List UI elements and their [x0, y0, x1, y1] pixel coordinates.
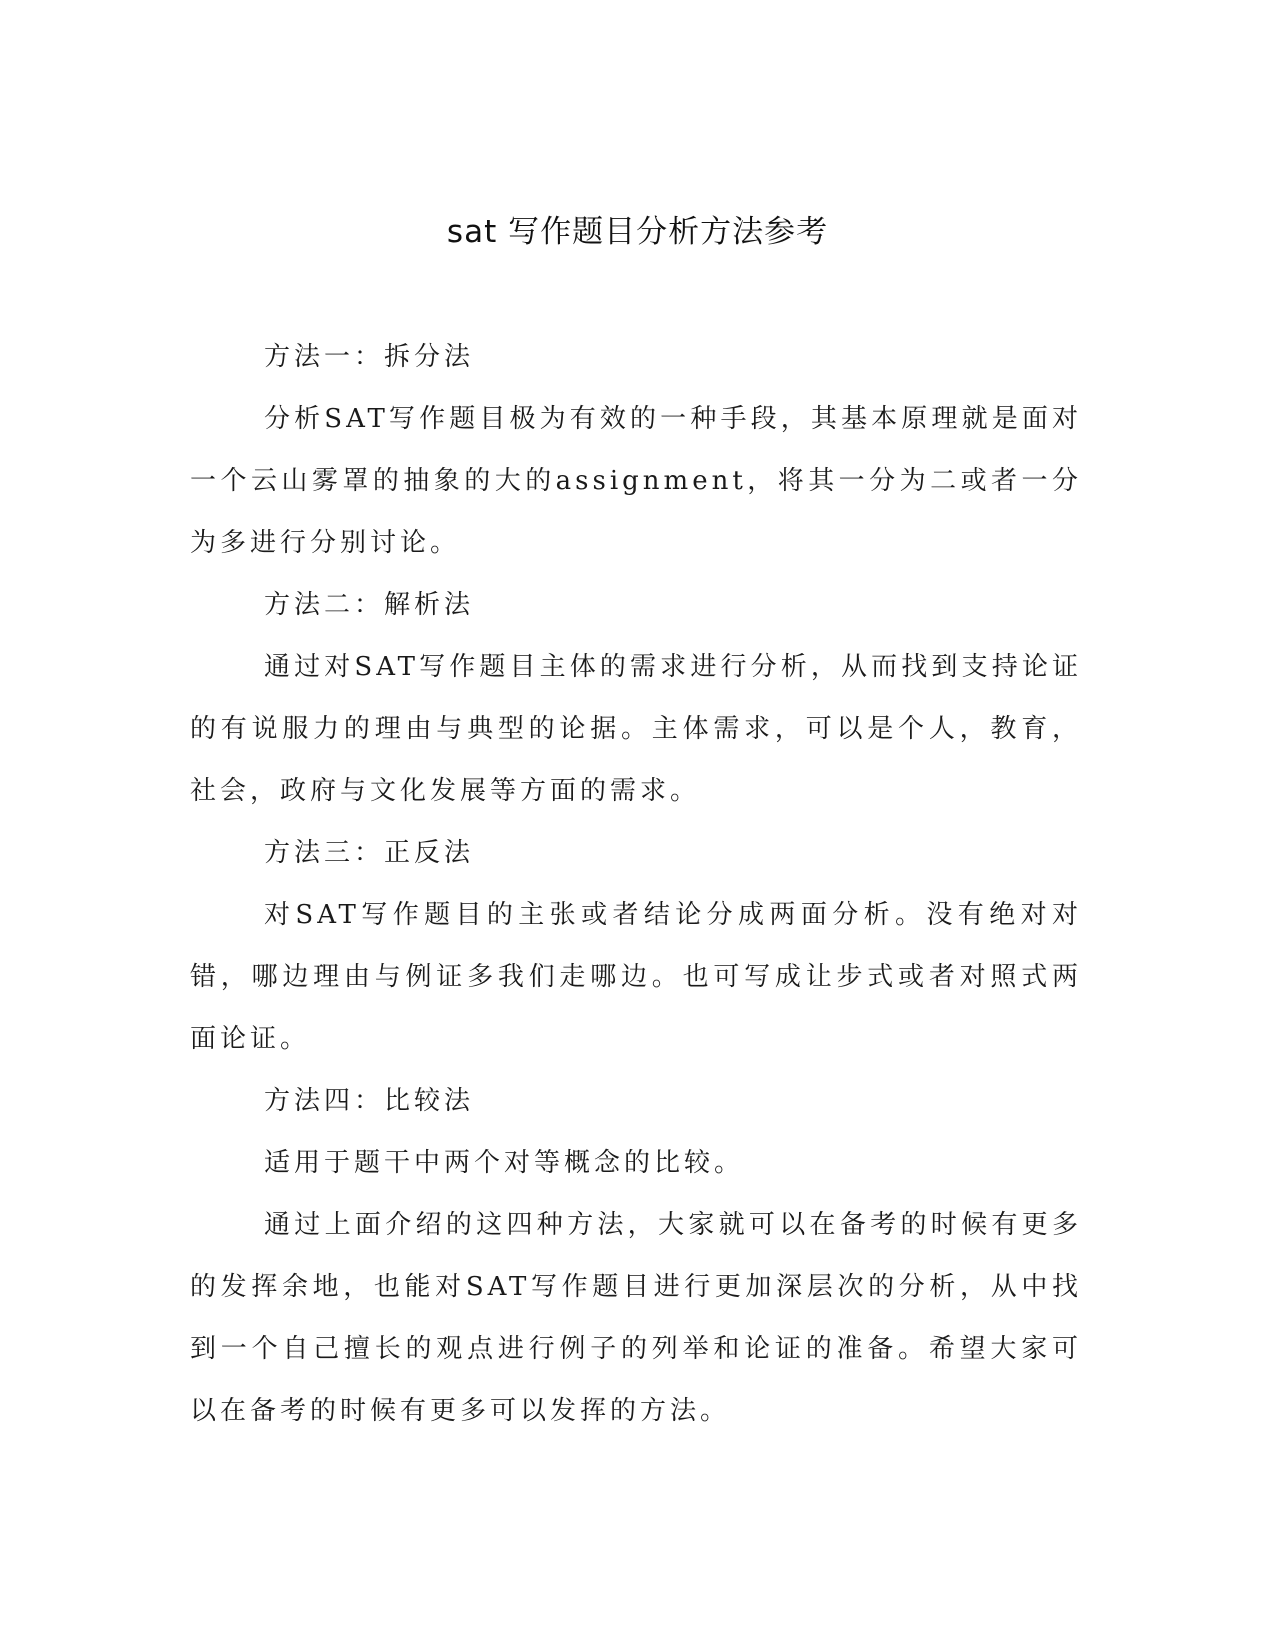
section-text-method-2: 通过对SAT写作题目主体的需求进行分析，从而找到支持论证的有说服力的理由与典型的论据。主体需求，可以是个人，教育，社会，政府与文化发展等方面的需求。 [190, 652, 1082, 806]
page-title: sat 写作题目分析方法参考 [446, 214, 829, 250]
section-text-method-1: 分析SAT写作题目极为有效的一种手段，其基本原理就是面对一个云山雾罩的抽象的大的assignment，将其一分为二或者一分为多进行分别讨论。 [190, 404, 1082, 558]
section-heading-method-2: 方法二：解析法 [264, 590, 475, 620]
section-heading-method-4: 方法四：比较法 [264, 1086, 475, 1116]
section-heading-method-1: 方法一：拆分法 [264, 342, 475, 372]
section-heading-method-3: 方法三：正反法 [264, 838, 475, 868]
section-text-method-4: 适用于题干中两个对等概念的比较。 [264, 1148, 745, 1178]
document-body [190, 326, 1082, 1442]
section-text-method-3: 对SAT写作题目的主张或者结论分成两面分析。没有绝对对错，哪边理由与例证多我们走哪边。也可写成让步式或者对照式两面论证。 [190, 900, 1082, 1054]
conclusion-paragraph: 通过上面介绍的这四种方法，大家就可以在备考的时候有更多的发挥余地，也能对SAT写作题目进行更加深层次的分析，从中找到一个自己擅长的观点进行例子的列举和论证的准备。希望大家可以在备考的时候有更多可以发挥的方法。 [190, 1210, 1082, 1426]
